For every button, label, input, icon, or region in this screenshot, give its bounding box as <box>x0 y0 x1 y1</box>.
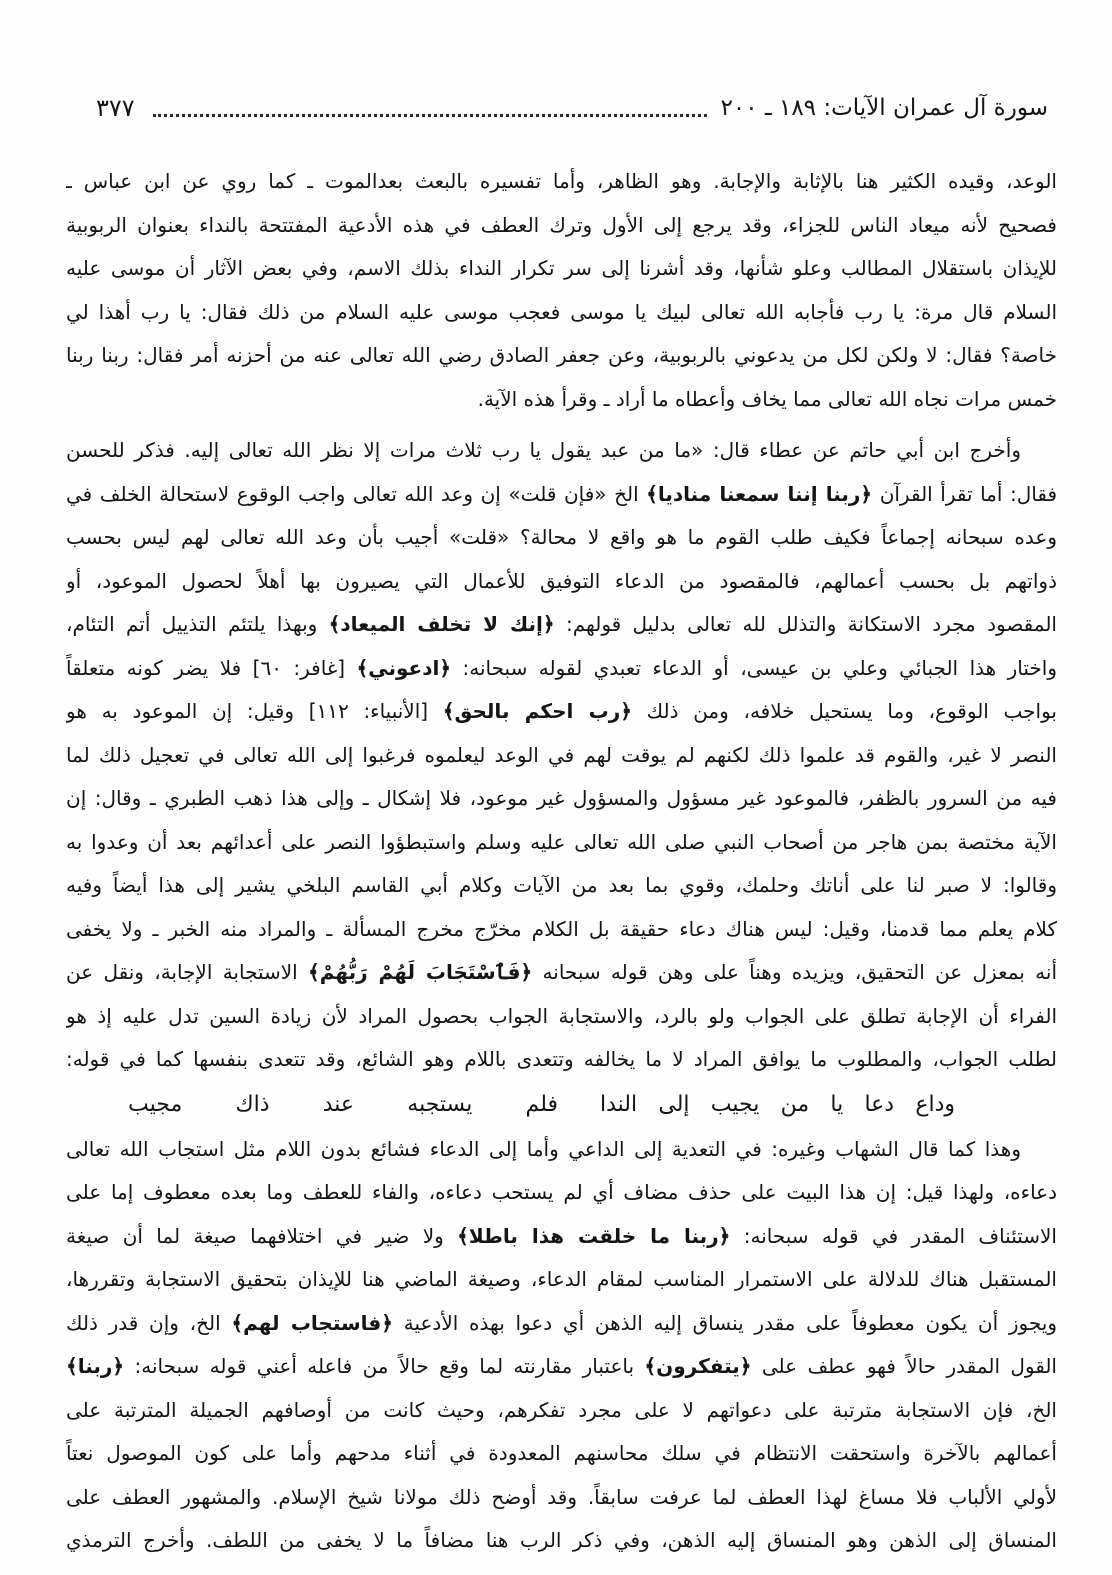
quran-quote: ﴿فَٱسْتَجَابَ لَهُمْ رَبُّهُمْ﴾ <box>308 960 533 984</box>
text-line: الوعد، وقيده الكثير هنا بالإثابة والإجابة. وهو الظاهر، وأما تفسيره بالبعث بعدالموت ـ كما روي عن ابن عباس ـ <box>66 169 1057 193</box>
text-line: خاصة؟ فقال: لا ولكن لكل من يدعوني بالربوبية، وعن جعفر الصادق رضي الله تعالى عنه من أحزنه أمر فقال: ربنا ربنا <box>66 343 1057 367</box>
text-line: بواجب الوقوع، وما يستحيل خلافه، ومن ذلك ﴿رب احكم بالحق﴾ [الأنبياء: ١١٢] وقيل: إن الموعود به هو <box>66 699 1057 723</box>
text-line: فصحيح لأنه ميعاد الناس للجزاء، وقد يرجع إلى الأول وترك العطف في هذه الأدعية المفتتحة بالنداء بعنوان الربوبية <box>66 212 1057 237</box>
verse-second-hemistich: فلم يستجبه عند ذاك مجيب <box>128 1091 558 1117</box>
quran-quote: ﴿ربنا﴾ <box>66 1354 125 1378</box>
quran-quote: ﴿فاستجاب لهم﴾ <box>231 1310 393 1335</box>
text-line: المقصود مجرد الاستكانة والتذلل لله تعالى بدليل قولهم: ﴿إنك لا تخلف الميعاد﴾ وبهذا يلتئم التذييل أتم التئام، <box>66 612 1057 636</box>
quran-quote: ﴿رب احكم بالحق﴾ <box>442 699 632 723</box>
text-line: دعاءه، ولهذا قيل: إن هذا البيت على حذف مضاف أي لم يستحب دعاءه، والفاء للعطف وما بعده معطوف إما على <box>66 1180 1057 1204</box>
text-line: أعمالهم بالآخرة واستحقت الانتظام في سلك محاسنهم المعدودة في أثناء مدحهم وأما على كون الموصول نعتاً <box>66 1441 1057 1465</box>
text-line: الآية مختصة بمن هاجر من أصحاب النبي صلى الله تعالى عليه وسلم واستبطؤوا النصر على أعدائهم بعد أن وعدوا به <box>66 829 1057 854</box>
text-line: لأولي الألباب فلا مساغ لهذا العطف لما عرفت سابقاً. وقد أوضح ذلك مولانا شيخ الإسلام. والمشهور العطف على <box>66 1484 1057 1509</box>
text-line: وأخرج ابن أبي حاتم عن عطاء قال: «ما من عبد يقول يا رب ثلاث مرات إلا نظر الله تعالى إليه. فذكر للحسن <box>66 438 1021 462</box>
text-line: كلام يعلم مما قدمنا، وقيل: ليس هناك دعاء حقيقة بل الكلام مخرّج مخرج المسألة ـ والمراد منه الخبر ـ ولا يخفى <box>66 916 1057 941</box>
text-line: الخ، فإن الاستجابة مترتبة على دعواتهم لا على مجرد تفكرهم، وحيث كانت من أوصافهم الجميلة المترتبة على <box>66 1397 1057 1422</box>
text-line: الفراء أن الإجابة تطلق على الجواب ولو بالرد، والاستجابة الجواب بحصول المراد لأن زيادة السين تدل عليه إذ هو <box>66 1003 1057 1028</box>
text-line: وقالوا: لا صبر لنا على أناتك وحلمك، وقوي بما بعد من الآيات وكلام أبي القاسم البلخي يشير إلى هذا أيضاً وفيه <box>66 873 1057 897</box>
verse-first-hemistich: وداع دعا يا من يجيب إلى الندا <box>600 1091 955 1117</box>
paragraph <box>66 160 1057 421</box>
text-line: وهذا كما قال الشهاب وغيره: في التعدية إلى الداعي وأما إلى الدعاء فشائع بدون اللام مثل استجاب الله تعالى <box>66 1136 1021 1161</box>
text-line: المنساق إلى الذهن وهو المنساق إليه الذهن، وفي ذكر الرب هنا مضافاً ما لا يخفى من اللطف. وأخرج الترمذي <box>66 1528 1057 1552</box>
quran-quote: ﴿ادعوني﴾ <box>356 655 452 680</box>
text-line: السلام قال مرة: يا رب فأجابه الله تعالى لبيك يا موسى فعجب موسى عليه السلام من ذلك فقال: يا رب أهذا لي <box>66 299 1057 324</box>
text-line: ويجوز أن يكون معطوفاً على مقدر ينساق إليه الذهن أي دعوا بهذه الأدعية ﴿فاستجاب لهم﴾ الخ، وإن قدر ذلك <box>66 1310 1057 1335</box>
quran-quote: ﴿إنك لا تخلف الميعاد﴾ <box>328 612 555 636</box>
text-line: الاستئناف المقدر في قوله سبحانه: ﴿ربنا ما خلقت هذا باطلا﴾ ولا ضير في اختلافهما صيغة لما أن صيغة <box>66 1223 1057 1248</box>
quran-quote: ﴿ربنا إننا سمعنا مناديا﴾ <box>646 481 873 506</box>
text-line: فيه من السرور بالظفر، فالموعود غير مسؤول والمسؤول غير موعود، فلا إشكال ـ وإلى هذا ذهب الطبري ـ وقال: إن <box>66 786 1057 810</box>
quran-quote: ﴿ربنا ما خلقت هذا باطلا﴾ <box>457 1223 731 1248</box>
page-number: ٣٧٧ <box>96 94 135 122</box>
text-line: خمس مرات نجاه الله تعالى مما يخاف وأعطاه ما أراد ـ وقرأ هذه الآية. <box>477 386 1057 411</box>
paragraph <box>66 1128 1057 1563</box>
text-line: أنه بمعزل عن التحقيق، ويزيده وهناً على وهن قوله سبحانه ﴿فَٱسْتَجَابَ لَهُمْ رَبُّهُمْ﴾ الاستجابة الإجابة، ونقل عن <box>66 960 1057 984</box>
text-line: المستقبل هناك للدلالة على الاستمرار المناسب لمقام الدعاء، وصيغة الماضي هنا للإيذان بتحقيق الاستجابة وتقررها، <box>66 1267 1057 1291</box>
text-line: القول المقدر حالاً فهو عطف على ﴿يتفكرون﴾ باعتبار مقارنته لما وقع حالاً من فاعله أعني قوله سبحانه: ﴿ربنا﴾ <box>66 1354 1057 1378</box>
text-line: واختار هذا الجبائي وعلي بن عيسى، أو الدعاء تعبدي لقوله سبحانه: ﴿ادعوني﴾ [غافر: ٦٠] فلا يضر كونه متعلقاً <box>66 655 1057 680</box>
paragraph <box>66 429 1057 1082</box>
poetry-verse <box>66 1082 1057 1128</box>
text-line: وعده سبحانه إجماعاً فكيف طلب القوم ما هو واقع لا محالة؟ «قلت» أجيب بأن وعد الله تعالى لهم ليس بحسب <box>66 525 1057 549</box>
quran-quote: ﴿يتفكرون﴾ <box>644 1354 752 1378</box>
running-header <box>96 86 1048 126</box>
text-line: النصر لا غير، والقوم قد علموا ذلك لكنهم لم يوقت لهم في الوعد ليعلموه فرغبوا إلى الله تعالى في تعجيل ذلك لما <box>66 742 1057 767</box>
dotted-leader <box>153 113 707 117</box>
surah-title: سورة آل عمران الآيات: ١٨٩ ـ ٢٠٠ <box>720 95 1048 121</box>
page-body-text <box>66 160 1057 1563</box>
text-line: ذواتهم بل بحسب أعمالهم، فالمقصود من الدعاء التوفيق للأعمال التي يصيرون بها أهلاً لحصول الموعود، أو <box>66 568 1057 593</box>
text-line: فقال: أما تقرأ القرآن ﴿ربنا إننا سمعنا مناديا﴾ الخ «فإن قلت» إن وعد الله تعالى واجب الوقوع لاستحالة الخلف في <box>66 481 1057 506</box>
text-line: لطلب الجواب، والمطلوب ما يوافق المراد لا ما يخالفه وتتعدى باللام وهو الشائع، وقد تتعدى بنفسها كما في قوله: <box>66 1047 1057 1071</box>
text-line: للإيذان باستقلال المطالب وعلو شأنها، وقد أشرنا إلى سر تكرار النداء بذلك الاسم، وفي بعض الآثار أن موسى عليه <box>66 256 1057 280</box>
